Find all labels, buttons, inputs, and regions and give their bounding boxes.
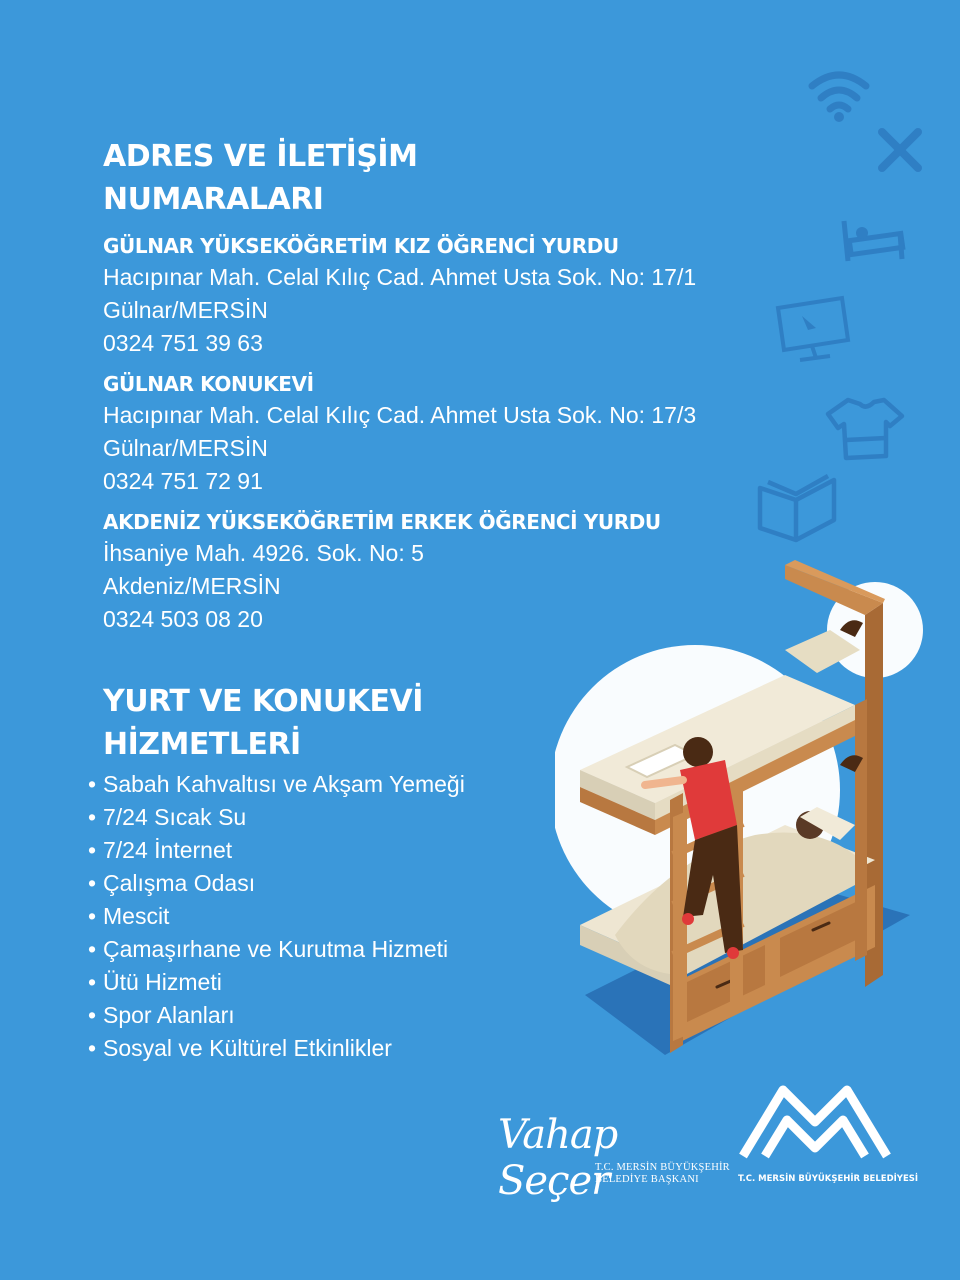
list-item xyxy=(88,933,465,966)
entry-phone: 0324 751 39 63 xyxy=(103,330,263,356)
entry-phone: 0324 503 08 20 xyxy=(103,606,263,632)
list-item xyxy=(88,966,465,999)
services-heading-line2: HİZMETLERİ xyxy=(103,727,301,762)
services-list xyxy=(88,768,465,1065)
bunk-bed-illustration xyxy=(555,555,925,1065)
tshirt-icon xyxy=(824,392,906,464)
wifi-icon xyxy=(806,68,872,123)
bullet: • xyxy=(88,903,97,929)
bullet: • xyxy=(88,1002,97,1028)
list-item xyxy=(88,867,465,900)
signature-title-line2: BELEDİYE BAŞKANI xyxy=(595,1174,699,1185)
entry-address: İhsaniye Mah. 4926. Sok. No: 5 xyxy=(103,540,424,566)
address-heading xyxy=(103,135,523,221)
bullet: • xyxy=(88,969,97,995)
municipality-logo xyxy=(735,1078,919,1184)
list-item xyxy=(88,834,465,867)
service-label: 7/24 İnternet xyxy=(103,837,233,863)
contact-entry xyxy=(103,369,803,498)
service-label: Sosyal ve Kültürel Etkinlikler xyxy=(103,1035,392,1061)
signature-title-line1: T.C. MERSİN BÜYÜKŞEHİR xyxy=(595,1162,730,1173)
list-item xyxy=(88,1032,465,1065)
entry-title: GÜLNAR KONUKEVİ xyxy=(103,372,314,396)
logo-text: T.C. MERSİN BÜYÜKŞEHİR BELEDİYESİ xyxy=(738,1174,919,1184)
address-heading-line2: NUMARALARI xyxy=(103,182,324,217)
list-item xyxy=(88,801,465,834)
entry-address: Hacıpınar Mah. Celal Kılıç Cad. Ahmet Usta Sok. No: 17/3 xyxy=(103,402,697,428)
entry-title: GÜLNAR YÜKSEKÖĞRETİM KIZ ÖĞRENCİ YURDU xyxy=(103,234,619,258)
service-label: Sabah Kahvaltısı ve Akşam Yemeği xyxy=(103,771,465,797)
fork-knife-icon xyxy=(872,122,928,178)
list-item xyxy=(88,900,465,933)
services-heading-line1: YURT VE KONUKEVİ xyxy=(103,684,423,719)
address-heading-line1: ADRES VE İLETİŞİM xyxy=(103,139,418,174)
bullet: • xyxy=(88,1035,97,1061)
service-label: Mescit xyxy=(103,903,170,929)
entry-city: Gülnar/MERSİN xyxy=(103,297,268,323)
bed-icon xyxy=(838,215,908,265)
service-label: Spor Alanları xyxy=(103,1002,235,1028)
entry-city: Gülnar/MERSİN xyxy=(103,435,268,461)
entry-city: Akdeniz/MERSİN xyxy=(103,573,281,599)
entry-title: AKDENİZ YÜKSEKÖĞRETİM ERKEK ÖĞRENCİ YURDU xyxy=(103,510,661,534)
service-label: 7/24 Sıcak Su xyxy=(103,804,247,830)
list-item xyxy=(88,768,465,801)
bullet: • xyxy=(88,771,97,797)
contact-entry xyxy=(103,231,803,360)
service-label: Çamaşırhane ve Kurutma Hizmeti xyxy=(103,936,449,962)
bullet: • xyxy=(88,804,97,830)
signature-title xyxy=(595,1162,730,1186)
service-label: Ütü Hizmeti xyxy=(103,969,222,995)
list-item xyxy=(88,999,465,1032)
entry-address: Hacıpınar Mah. Celal Kılıç Cad. Ahmet Usta Sok. No: 17/1 xyxy=(103,264,697,290)
service-label: Çalışma Odası xyxy=(103,870,256,896)
signature-name: Vahap Seçer xyxy=(498,1112,618,1204)
mountain-logo-icon xyxy=(735,1078,895,1168)
bullet: • xyxy=(88,936,97,962)
bullet: • xyxy=(88,870,97,896)
entry-phone: 0324 751 72 91 xyxy=(103,468,263,494)
services-heading xyxy=(103,680,523,766)
bullet: • xyxy=(88,837,97,863)
mayor-signature xyxy=(498,1112,738,1204)
